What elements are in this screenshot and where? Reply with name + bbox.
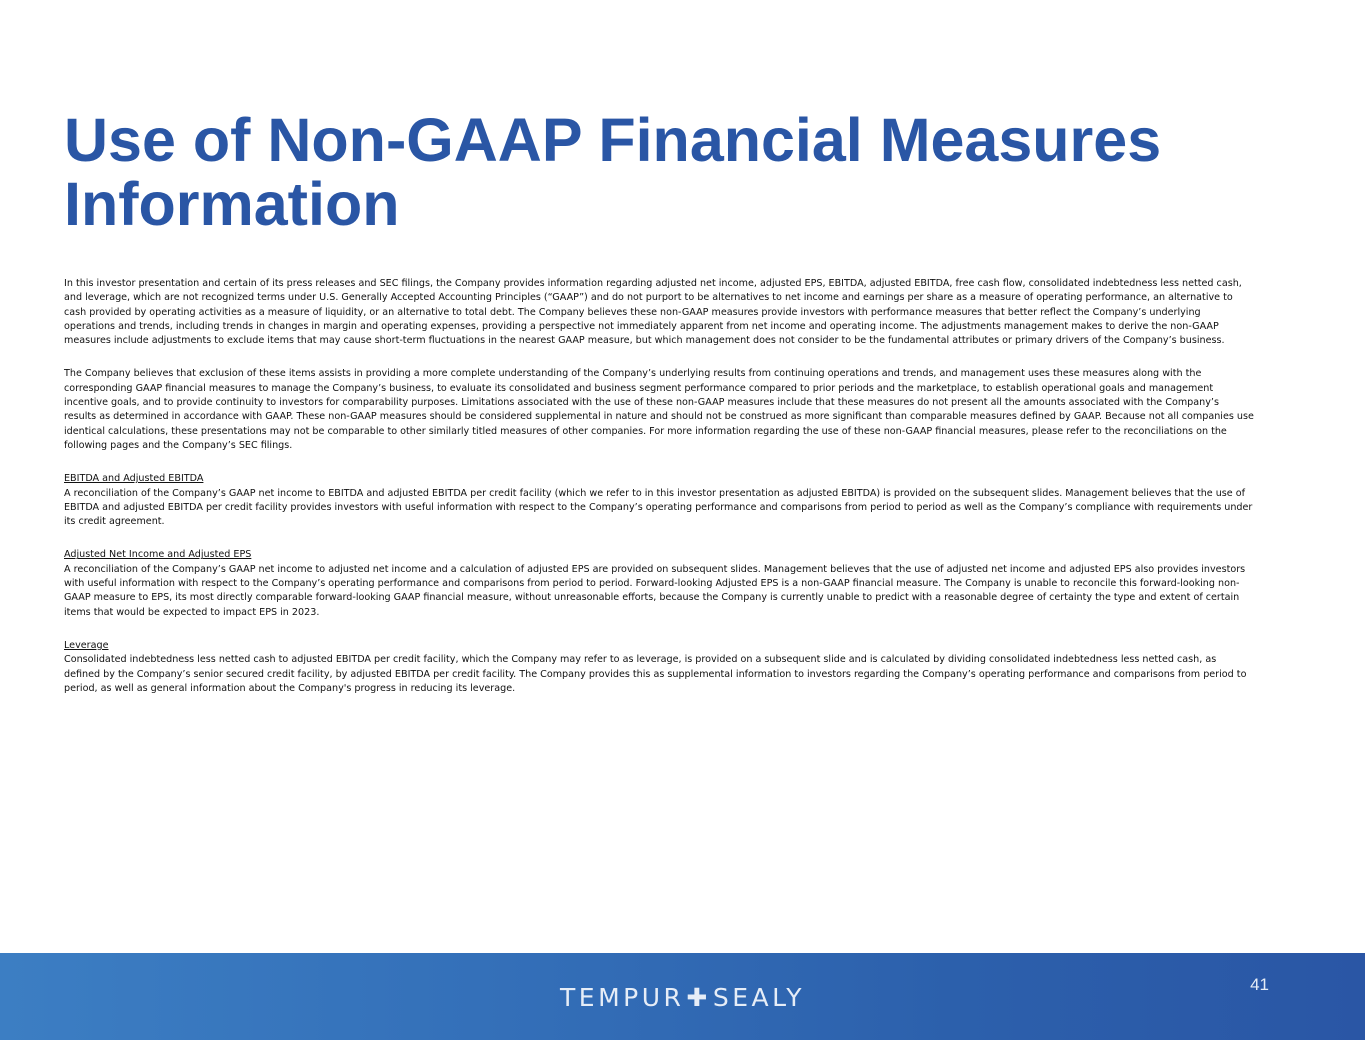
intro-paragraph: In this investor presentation and certain of its press releases and SEC filings, the Company provides information regarding adjusted net income, adjusted EPS, EBITDA, adjusted EBITDA, free cash flow, consolidated indebtedness less netted cash, and leverage, which are not recognized terms under U.S. Generally Accepted Accounting Principles (“GAAP”) and do not purport to be alternatives to net income and earnings per share as a measure of operating performance, an alternative to cash provided by operating activities as a measure of liquidity, or an alternative to total debt. The Company believes these non-GAAP measures provide investors with performance measures that better reflect the Company’s underlying operations and trends, including trends in changes in margin and operating expenses, providing a perspective not immediately apparent from net income and operating income. The adjustments management makes to derive the non-GAAP measures include adjustments to exclude items that may cause short-term fluctuations in the nearest GAAP measure, but which management does not consider to be the fundamental attributes or primary drivers of the Company’s business.: [64, 278, 1242, 347]
section-text-adjusted-eps: A reconciliation of the Company’s GAAP net income to adjusted net income and a calculation of adjusted EPS are provided on subsequent slides. Management believes that the use of adjusted net income and adjusted EPS also provides investors with useful information with respect to the Company’s operating performance and comparisons from period to period. Forward-looking Adjusted EPS is a non-GAAP financial measure. The Company is unable to reconcile this forward-looking non-GAAP measure to EPS, its most directly comparable forward-looking GAAP financial measure, without unreasonable efforts, because the Company is currently unable to predict with a reasonable degree of certainty the type and extent of certain items that would be expected to impact EPS in 2023.: [64, 563, 1246, 618]
plus-icon: ✚: [686, 983, 711, 1012]
section-ebitda: [64, 472, 1254, 529]
logo-text-tempur: TEMPUR: [560, 983, 685, 1012]
section-text-ebitda: A reconciliation of the Company’s GAAP net income to EBITDA and adjusted EBITDA per credit facility (which we refer to in this investor presentation as adjusted EBITDA) is provided on the subsequent slides. Management believes that the use of EBITDA and adjusted EBITDA per credit facility provides investors with useful information with respect to the Company’s operating performance and comparisons from period to period as well as the Company’s compliance with requirements under its credit agreement.: [64, 487, 1253, 528]
body-text: [64, 277, 1254, 715]
section-heading-leverage: Leverage: [64, 639, 109, 651]
section-text-leverage: Consolidated indebtedness less netted cash to adjusted EBITDA per credit facility, which the Company may refer to as leverage, is provided on a subsequent slide and is calculated by dividing consolidated indebtedness less netted cash, as defined by the Company’s senior secured credit facility, by adjusted EBITDA per credit facility. The Company provides this as supplemental information to investors regarding the Company’s operating performance and comparisons from period to period, as well as general information about the Company's progress in reducing its leverage.: [64, 654, 1247, 694]
slide-title: Use of Non-GAAP Financial Measures Information: [64, 106, 1162, 238]
exclusion-paragraph: The Company believes that exclusion of these items assists in providing a more complete understanding of the Company’s underlying results from continuing operations and trends, and management uses these measures along with the corresponding GAAP financial measures to manage the Company’s business, to evaluate its consolidated and business segment performance compared to prior periods and the marketplace, to establish operational goals and management incentive goals, and to provide continuity to investors for comparability purposes. Limitations associated with the use of these non-GAAP measures include that these measures do not present all the amounts associated with the Company’s results as determined in accordance with GAAP. These non-GAAP measures should be considered supplemental in nature and should not be construed as more significant than comparable measures defined by GAAP. Because not all companies use identical calculations, these presentations may not be comparable to other similarly titled measures of other companies. For more information regarding the use of these non-GAAP financial measures, please refer to the reconciliations on the following pages and the Company’s SEC filings.: [64, 368, 1254, 451]
section-heading-adjusted-eps: Adjusted Net Income and Adjusted EPS: [64, 549, 252, 561]
section-adjusted-eps: [64, 548, 1254, 619]
section-leverage: [64, 639, 1254, 696]
tempur-sealy-logo: [0, 983, 1365, 1013]
footer-bar: [0, 953, 1365, 1040]
page-number: 41: [1250, 975, 1269, 994]
logo-text-sealy: SEALY: [712, 983, 805, 1012]
section-heading-ebitda: EBITDA and Adjusted EBITDA: [64, 473, 204, 485]
